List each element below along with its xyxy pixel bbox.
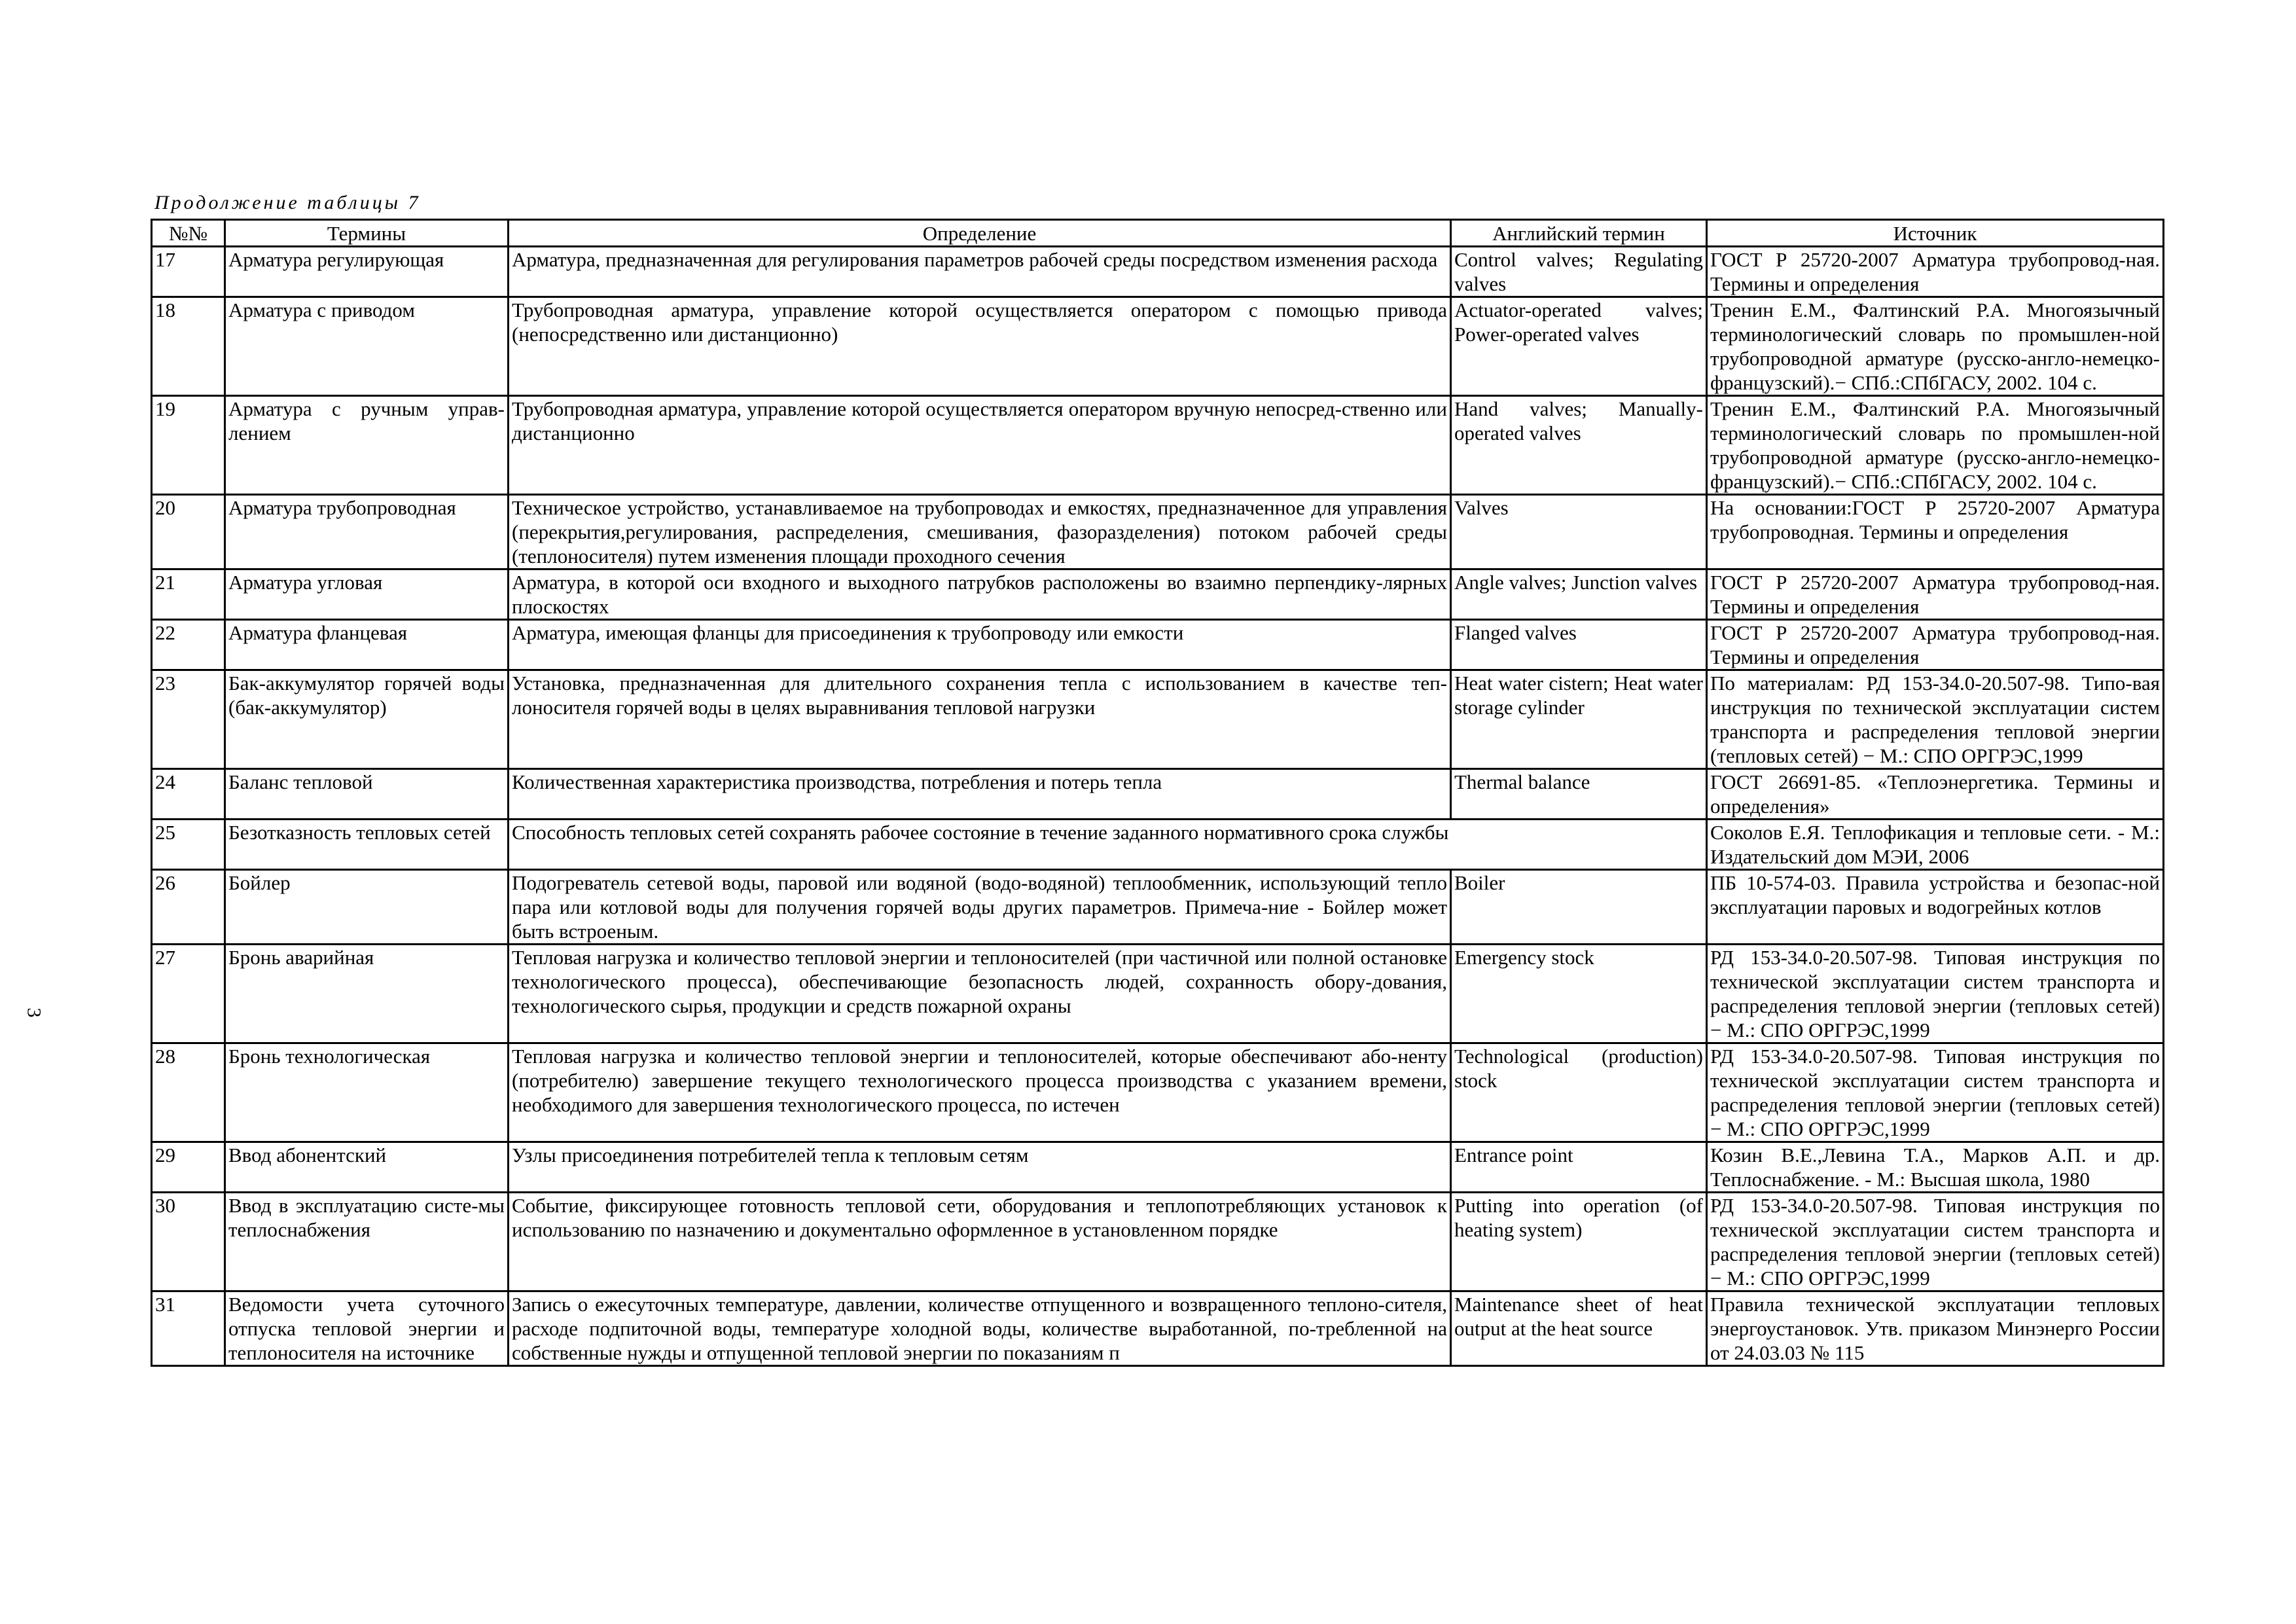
row-english: Control valves; Regulating valves (1451, 247, 1707, 297)
row-definition: Трубопроводная арматура, управление которой осуществляется оператором с помощью привода (непосредственно или дистанционно) (509, 297, 1451, 396)
row-num: 19 (152, 396, 225, 495)
row-definition: Установка, предназначенная для длительного сохранения тепла с использованием в качестве теп-лоносителя горячей воды в целях выравнивания тепловой нагрузки (509, 670, 1451, 769)
row-num: 22 (152, 620, 225, 670)
table-row (152, 670, 2164, 769)
row-english: Putting into operation (of heating system) (1451, 1193, 1707, 1291)
row-term: Бронь аварийная (225, 945, 509, 1043)
row-term: Ввод абонентский (225, 1142, 509, 1193)
header-term: Термины (225, 220, 509, 247)
row-term: Арматура фланцевая (225, 620, 509, 670)
table-caption: Продолжение таблицы 7 (154, 192, 421, 213)
row-english: Heat water cistern; Heat water storage cylinder (1451, 670, 1707, 769)
row-source: Соколов Е.Я. Теплофикация и тепловые сети. - М.: Издательский дом МЭИ, 2006 (1707, 820, 2164, 870)
table-row (152, 769, 2164, 820)
row-num: 21 (152, 569, 225, 620)
row-definition: Арматура, в которой оси входного и выходного патрубков расположены во взаимно перпендику-лярных плоскостях (509, 569, 1451, 620)
row-definition: Количественная характеристика производства, потребления и потерь тепла (509, 769, 1451, 820)
row-english: Actuator-operated valves; Power-operated valves (1451, 297, 1707, 396)
table-row (152, 870, 2164, 945)
row-english: Angle valves; Junction valves (1451, 569, 1707, 620)
row-definition: Событие, фиксирующее готовность тепловой сети, оборудования и теплопотребляющих установок к использованию по назначению и документально оформленное в установленном порядке (509, 1193, 1451, 1291)
row-english: Valves (1451, 495, 1707, 569)
row-num: 31 (152, 1291, 225, 1366)
row-term: Арматура с ручным управ-лением (225, 396, 509, 495)
terms-table (151, 219, 2164, 1367)
table-row (152, 495, 2164, 569)
row-term: Арматура с приводом (225, 297, 509, 396)
row-definition: Подогреватель сетевой воды, паровой или водяной (водо-водяной) теплообменник, использующий тепло пара или котловой воды для получения горячей воды других параметров. Примеча-ние - Бойлер может быть встроеным. (509, 870, 1451, 945)
header-num: №№ (152, 220, 225, 247)
table-row (152, 820, 2164, 870)
row-english: Boiler (1451, 870, 1707, 945)
row-definition: Трубопроводная арматура, управление которой осуществляется оператором вручную непосред-ственно или дистанционно (509, 396, 1451, 495)
row-term: Бойлер (225, 870, 509, 945)
row-english: Technological (production) stock (1451, 1043, 1707, 1142)
table-row (152, 1043, 2164, 1142)
row-definition: Узлы присоединения потребителей тепла к тепловым сетям (509, 1142, 1451, 1193)
table-header-row (152, 220, 2164, 247)
row-english: Maintenance sheet of heat output at the heat source (1451, 1291, 1707, 1366)
row-source: ПБ 10-574-03. Правила устройства и безопас-ной эксплуатации паровых и водогрейных котлов (1707, 870, 2164, 945)
row-definition: Тепловая нагрузка и количество тепловой энергии и теплоносителей, которые обеспечивают або-ненту (потребителю) завершение текущего технологического процесса производства с указанием времени, необходимого для завершения технологического процесса, по истечен (509, 1043, 1451, 1142)
row-source: Правила технической эксплуатации тепловых энергоустановок. Утв. приказом Минэнерго России от 24.03.03 № 115 (1707, 1291, 2164, 1366)
row-source: РД 153-34.0-20.507-98. Типовая инструкция по технической эксплуатации систем транспорта и распределения тепловой энергии (тепловых сетей) − М.: СПО ОРГРЭС,1999 (1707, 945, 2164, 1043)
row-num: 29 (152, 1142, 225, 1193)
row-source: На основании:ГОСТ Р 25720-2007 Арматура трубопроводная. Термины и определения (1707, 495, 2164, 569)
row-num: 17 (152, 247, 225, 297)
table-row (152, 1142, 2164, 1193)
row-source: РД 153-34.0-20.507-98. Типовая инструкция по технической эксплуатации систем транспорта и распределения тепловой энергии (тепловых сетей) − М.: СПО ОРГРЭС,1999 (1707, 1193, 2164, 1291)
row-term: Безотказность тепловых сетей (225, 820, 509, 870)
row-source: По материалам: РД 153-34.0-20.507-98. Типо-вая инструкция по технической эксплуатации систем транспорта и распределения тепловой энергии (тепловых сетей) − М.: СПО ОРГРЭС,1999 (1707, 670, 2164, 769)
row-english: Hand valves; Manually-operated valves (1451, 396, 1707, 495)
row-num: 26 (152, 870, 225, 945)
row-english: Flanged valves (1451, 620, 1707, 670)
table-row (152, 945, 2164, 1043)
row-term: Арматура трубопроводная (225, 495, 509, 569)
row-source: Козин В.Е.,Левина Т.А., Марков А.П. и др. Теплоснабжение. - М.: Высшая школа, 1980 (1707, 1142, 2164, 1193)
header-source: Источник (1707, 220, 2164, 247)
header-definition: Определение (509, 220, 1451, 247)
row-num: 23 (152, 670, 225, 769)
row-term: Арматура угловая (225, 569, 509, 620)
row-term: Баланс тепловой (225, 769, 509, 820)
row-term: Бак-аккумулятор горячей воды (бак-аккумулятор) (225, 670, 509, 769)
table-row (152, 396, 2164, 495)
row-num: 28 (152, 1043, 225, 1142)
row-source: РД 153-34.0-20.507-98. Типовая инструкция по технической эксплуатации систем транспорта и распределения тепловой энергии (тепловых сетей) − М.: СПО ОРГРЭС,1999 (1707, 1043, 2164, 1142)
row-source: ГОСТ Р 25720-2007 Арматура трубопровод-ная. Термины и определения (1707, 620, 2164, 670)
row-source: Тренин Е.М., Фалтинский Р.А. Многоязычный терминологический словарь по промышлен-ной трубопроводной арматуре (русско-англо-немецко-французский).− СПб.:СПбГАСУ, 2002. 104 с. (1707, 396, 2164, 495)
table-row (152, 247, 2164, 297)
row-source: ГОСТ Р 25720-2007 Арматура трубопровод-ная. Термины и определения (1707, 247, 2164, 297)
row-definition: Техническое устройство, устанавливаемое на трубопроводах и емкостях, предназначенное для управления (перекрытия,регулирования, распределения, смешивания, фазоразделения) потоком рабочей среды (теплоносителя) путем изменения площади проходного сечения (509, 495, 1451, 569)
row-num: 27 (152, 945, 225, 1043)
row-definition: Способность тепловых сетей сохранять рабочее состояние в течение заданного нормативного срока службы (509, 820, 1707, 870)
row-definition: Арматура, имеющая фланцы для присоединения к трубопроводу или емкости (509, 620, 1451, 670)
row-english: Entrance point (1451, 1142, 1707, 1193)
header-english: Английский термин (1451, 220, 1707, 247)
row-english: Emergency stock (1451, 945, 1707, 1043)
row-source: ГОСТ 26691-85. «Теплоэнергетика. Термины и определения» (1707, 769, 2164, 820)
row-num: 20 (152, 495, 225, 569)
row-term: Бронь технологическая (225, 1043, 509, 1142)
table-row (152, 1291, 2164, 1366)
row-num: 24 (152, 769, 225, 820)
row-definition: Тепловая нагрузка и количество тепловой энергии и теплоносителей (при частичной или полной остановке технологического процесса), обеспечивающие безопасность людей, сохранность обору-дования, технологического сырья, продукции и средств пожарной охраны (509, 945, 1451, 1043)
row-source: ГОСТ Р 25720-2007 Арматура трубопровод-ная. Термины и определения (1707, 569, 2164, 620)
table-row (152, 569, 2164, 620)
row-term: Арматура регулирующая (225, 247, 509, 297)
row-num: 18 (152, 297, 225, 396)
page-number: 3 (23, 1007, 45, 1018)
row-term: Ведомости учета суточного отпуска тепловой энергии и теплоносителя на источнике (225, 1291, 509, 1366)
row-num: 30 (152, 1193, 225, 1291)
row-definition: Запись о ежесуточных температуре, давлении, количестве отпущенного и возвращенного теплоно-сителя, расходе подпиточной воды, температуре холодной воды, количестве выработанной, по-требленной на собственные нужды и отпущенной тепловой энергии по показаниям п (509, 1291, 1451, 1366)
table-row (152, 620, 2164, 670)
row-english: Thermal balance (1451, 769, 1707, 820)
row-term: Ввод в эксплуатацию систе-мы теплоснабжения (225, 1193, 509, 1291)
row-source: Тренин Е.М., Фалтинский Р.А. Многоязычный терминологический словарь по промышлен-ной трубопроводной арматуре (русско-англо-немецко-французский).− СПб.:СПбГАСУ, 2002. 104 с. (1707, 297, 2164, 396)
row-num: 25 (152, 820, 225, 870)
table-row (152, 1193, 2164, 1291)
row-definition: Арматура, предназначенная для регулирования параметров рабочей среды посредством изменения расхода (509, 247, 1451, 297)
table-row (152, 297, 2164, 396)
